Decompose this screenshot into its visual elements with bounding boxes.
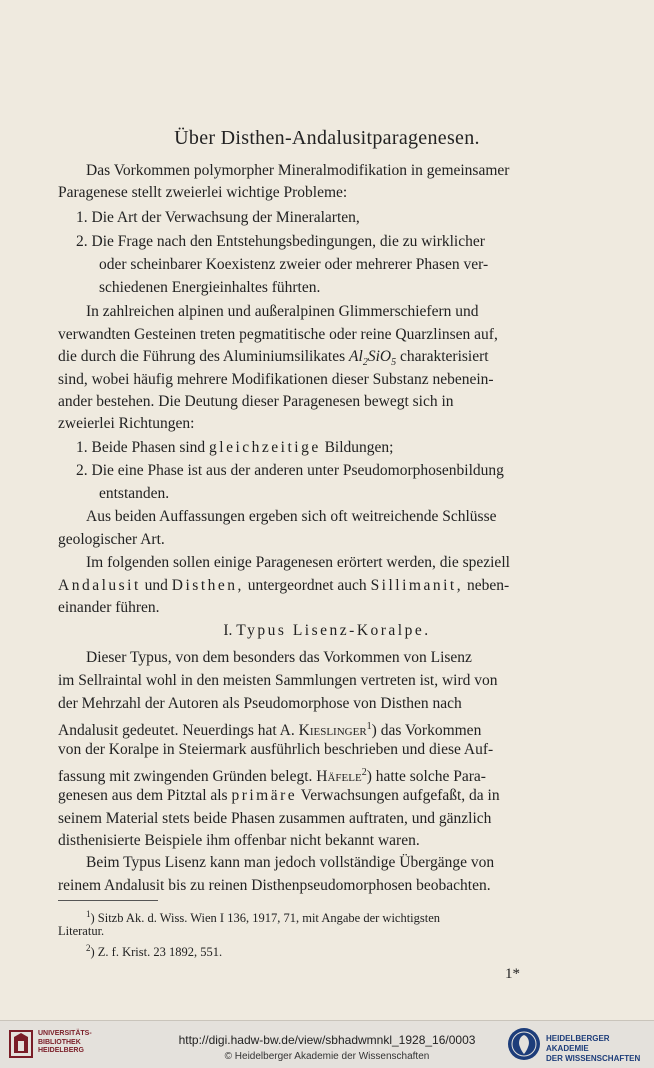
section-number: I. <box>223 622 233 639</box>
paragraph-line: Das Vorkommen polymorpher Mineralmodifikation in gemeinsamer <box>86 162 510 179</box>
academy-name-line: HEIDELBERGER AKADEMIE <box>546 1034 610 1053</box>
document-url[interactable]: http://digi.hadw-bw.de/view/sbhadwmnkl_1928_16/0003 <box>178 1033 476 1047</box>
library-name-line: UNIVERSITÄTS- <box>38 1030 92 1037</box>
footnote <box>86 906 440 926</box>
paragraph-line: Im folgenden sollen einige Paragenesen erörtert werden, die speziell <box>86 554 510 571</box>
paragraph-line: im Sellraintal wohl in den meisten Sammlungen vertreten ist, wird von <box>58 672 498 689</box>
page-title: Über Disthen-Andalusitparagenesen. <box>174 127 480 149</box>
paragraph-line: disthenisierte Beispiele ihm offenbar nicht bekannt waren. <box>58 832 420 849</box>
academy-name-line: DER WISSENSCHAFTEN <box>546 1054 641 1063</box>
formula-part: SiO <box>367 348 392 365</box>
copyright-notice: © Heidelberger Akademie der Wissenschaften <box>224 1051 430 1062</box>
mineral-name: Disthen, <box>171 577 244 594</box>
mineral-name: Andalusit <box>58 577 141 594</box>
paragraph-line: Paragenese stellt zweierlei wichtige Probleme: <box>58 184 348 201</box>
paragraph-line: ander bestehen. Die Deutung dieser Paragenesen bewegt sich in <box>58 393 454 410</box>
text-span: und <box>144 577 168 594</box>
paragraph-line: sind, wobei häufig mehrere Modifikationen dieser Substanz nebenein- <box>58 371 494 388</box>
section-heading <box>0 622 654 640</box>
formula <box>349 348 397 369</box>
author-name: Häfele <box>316 768 362 786</box>
academy-name <box>546 1034 654 1064</box>
list-item-continuation: schiedenen Energieinhaltes führten. <box>99 279 321 296</box>
text-span: untergeordnet auch <box>247 577 367 594</box>
paragraph-line: reinem Andalusit bis zu reinen Disthenpseudomorphosen beobachten. <box>58 877 491 894</box>
paragraph-line: Aus beiden Auffassungen ergeben sich oft weitreichende Schlüsse <box>86 508 497 525</box>
list-item: 2. Die eine Phase ist aus der anderen unter Pseudomorphosenbildung <box>76 462 504 479</box>
paragraph-line: Dieser Typus, von dem besonders das Vorkommen von Lisenz <box>86 649 472 666</box>
list-item-continuation: entstanden. <box>99 485 170 502</box>
section-title: Typus Lisenz-Koralpe. <box>236 622 431 639</box>
formula-part: Al <box>349 348 363 365</box>
footnote <box>86 940 222 960</box>
paragraph-line: Beim Typus Lisenz kann man jedoch vollständige Übergänge von <box>86 854 495 871</box>
paragraph-line <box>58 717 481 741</box>
list-item: 2. Die Frage nach den Entstehungsbedingungen, die zu wirklicher <box>76 233 485 250</box>
author-name: Kieslinger <box>298 722 367 740</box>
text-span: fassung mit zwingenden Gründen belegt. <box>58 768 313 786</box>
paragraph-line: verwandten Gesteinen treten pegmatitische oder reine Quarzlinsen auf, <box>58 326 498 343</box>
text-span: charakterisiert <box>399 348 489 365</box>
list-item-continuation: oder scheinbarer Koexistenz zweier oder mehrerer Phasen ver- <box>99 256 489 273</box>
paragraph-line <box>58 786 500 806</box>
list-item: 1. Die Art der Verwachsung der Mineralarten, <box>76 209 360 226</box>
paragraph-line: In zahlreichen alpinen und außeralpinen Glimmerschiefern und <box>86 303 479 320</box>
footnote-ref: 2 <box>361 767 367 778</box>
paragraph-line <box>58 763 486 787</box>
formula-subscript: 5 <box>391 357 397 369</box>
paragraph-line <box>58 576 509 596</box>
footnote-number: 2 <box>86 943 91 953</box>
footnote-text: ) Sitzb Ak. d. Wiss. Wien I 136, 1917, 71, mit Angabe der wichtigsten <box>90 911 441 926</box>
footnote-text: ) Z. f. Krist. 23 1892, 551. <box>90 945 223 960</box>
list-item <box>76 438 393 458</box>
paragraph-line: der Mehrzahl der Autoren als Pseudomorphose von Disthen nach <box>58 695 462 712</box>
formula-subscript: 2 <box>362 357 368 369</box>
footnote-continuation: Literatur. <box>58 924 105 938</box>
text-span: Bildungen; <box>324 439 394 456</box>
footnote-ref: 1 <box>366 721 372 732</box>
academy-seal-icon <box>507 1027 541 1061</box>
text-span: ) hatte solche Para- <box>366 768 486 786</box>
text-span: 1. Beide Phasen sind <box>76 439 206 456</box>
paragraph-line: seinem Material stets beide Phasen zusammen auftraten, und gänzlich <box>58 810 492 827</box>
paragraph-line: von der Koralpe in Steiermark ausführlich beschrieben und diese Auf- <box>58 741 494 758</box>
text-span: genesen aus dem Pitztal als <box>58 787 228 804</box>
text-span: ) das Vorkommen <box>371 722 482 740</box>
library-name-line: BIBLIOTHEK <box>38 1038 81 1046</box>
emphasis-text: primäre <box>231 787 298 804</box>
signature-mark: 1* <box>505 966 520 982</box>
mineral-name: Sillimanit, <box>370 577 464 594</box>
text-span: die durch die Führung des Aluminiumsilikates <box>58 348 346 365</box>
emphasis-text: gleichzeitige <box>209 439 321 456</box>
text-span: neben- <box>466 577 510 594</box>
footnote-number: 1 <box>86 909 91 919</box>
viewer-footer <box>0 1020 654 1068</box>
text-span: Andalusit gedeutet. Neuerdings hat A. <box>58 722 295 740</box>
library-name-line: HEIDELBERG <box>38 1047 84 1054</box>
footnote-divider <box>58 900 158 901</box>
text-span: Verwachsungen aufgefaßt, da in <box>300 787 500 804</box>
paragraph-line: geologischer Art. <box>58 531 165 548</box>
paragraph-line: einander führen. <box>58 599 160 616</box>
paragraph-line: zweierlei Richtungen: <box>58 415 195 432</box>
